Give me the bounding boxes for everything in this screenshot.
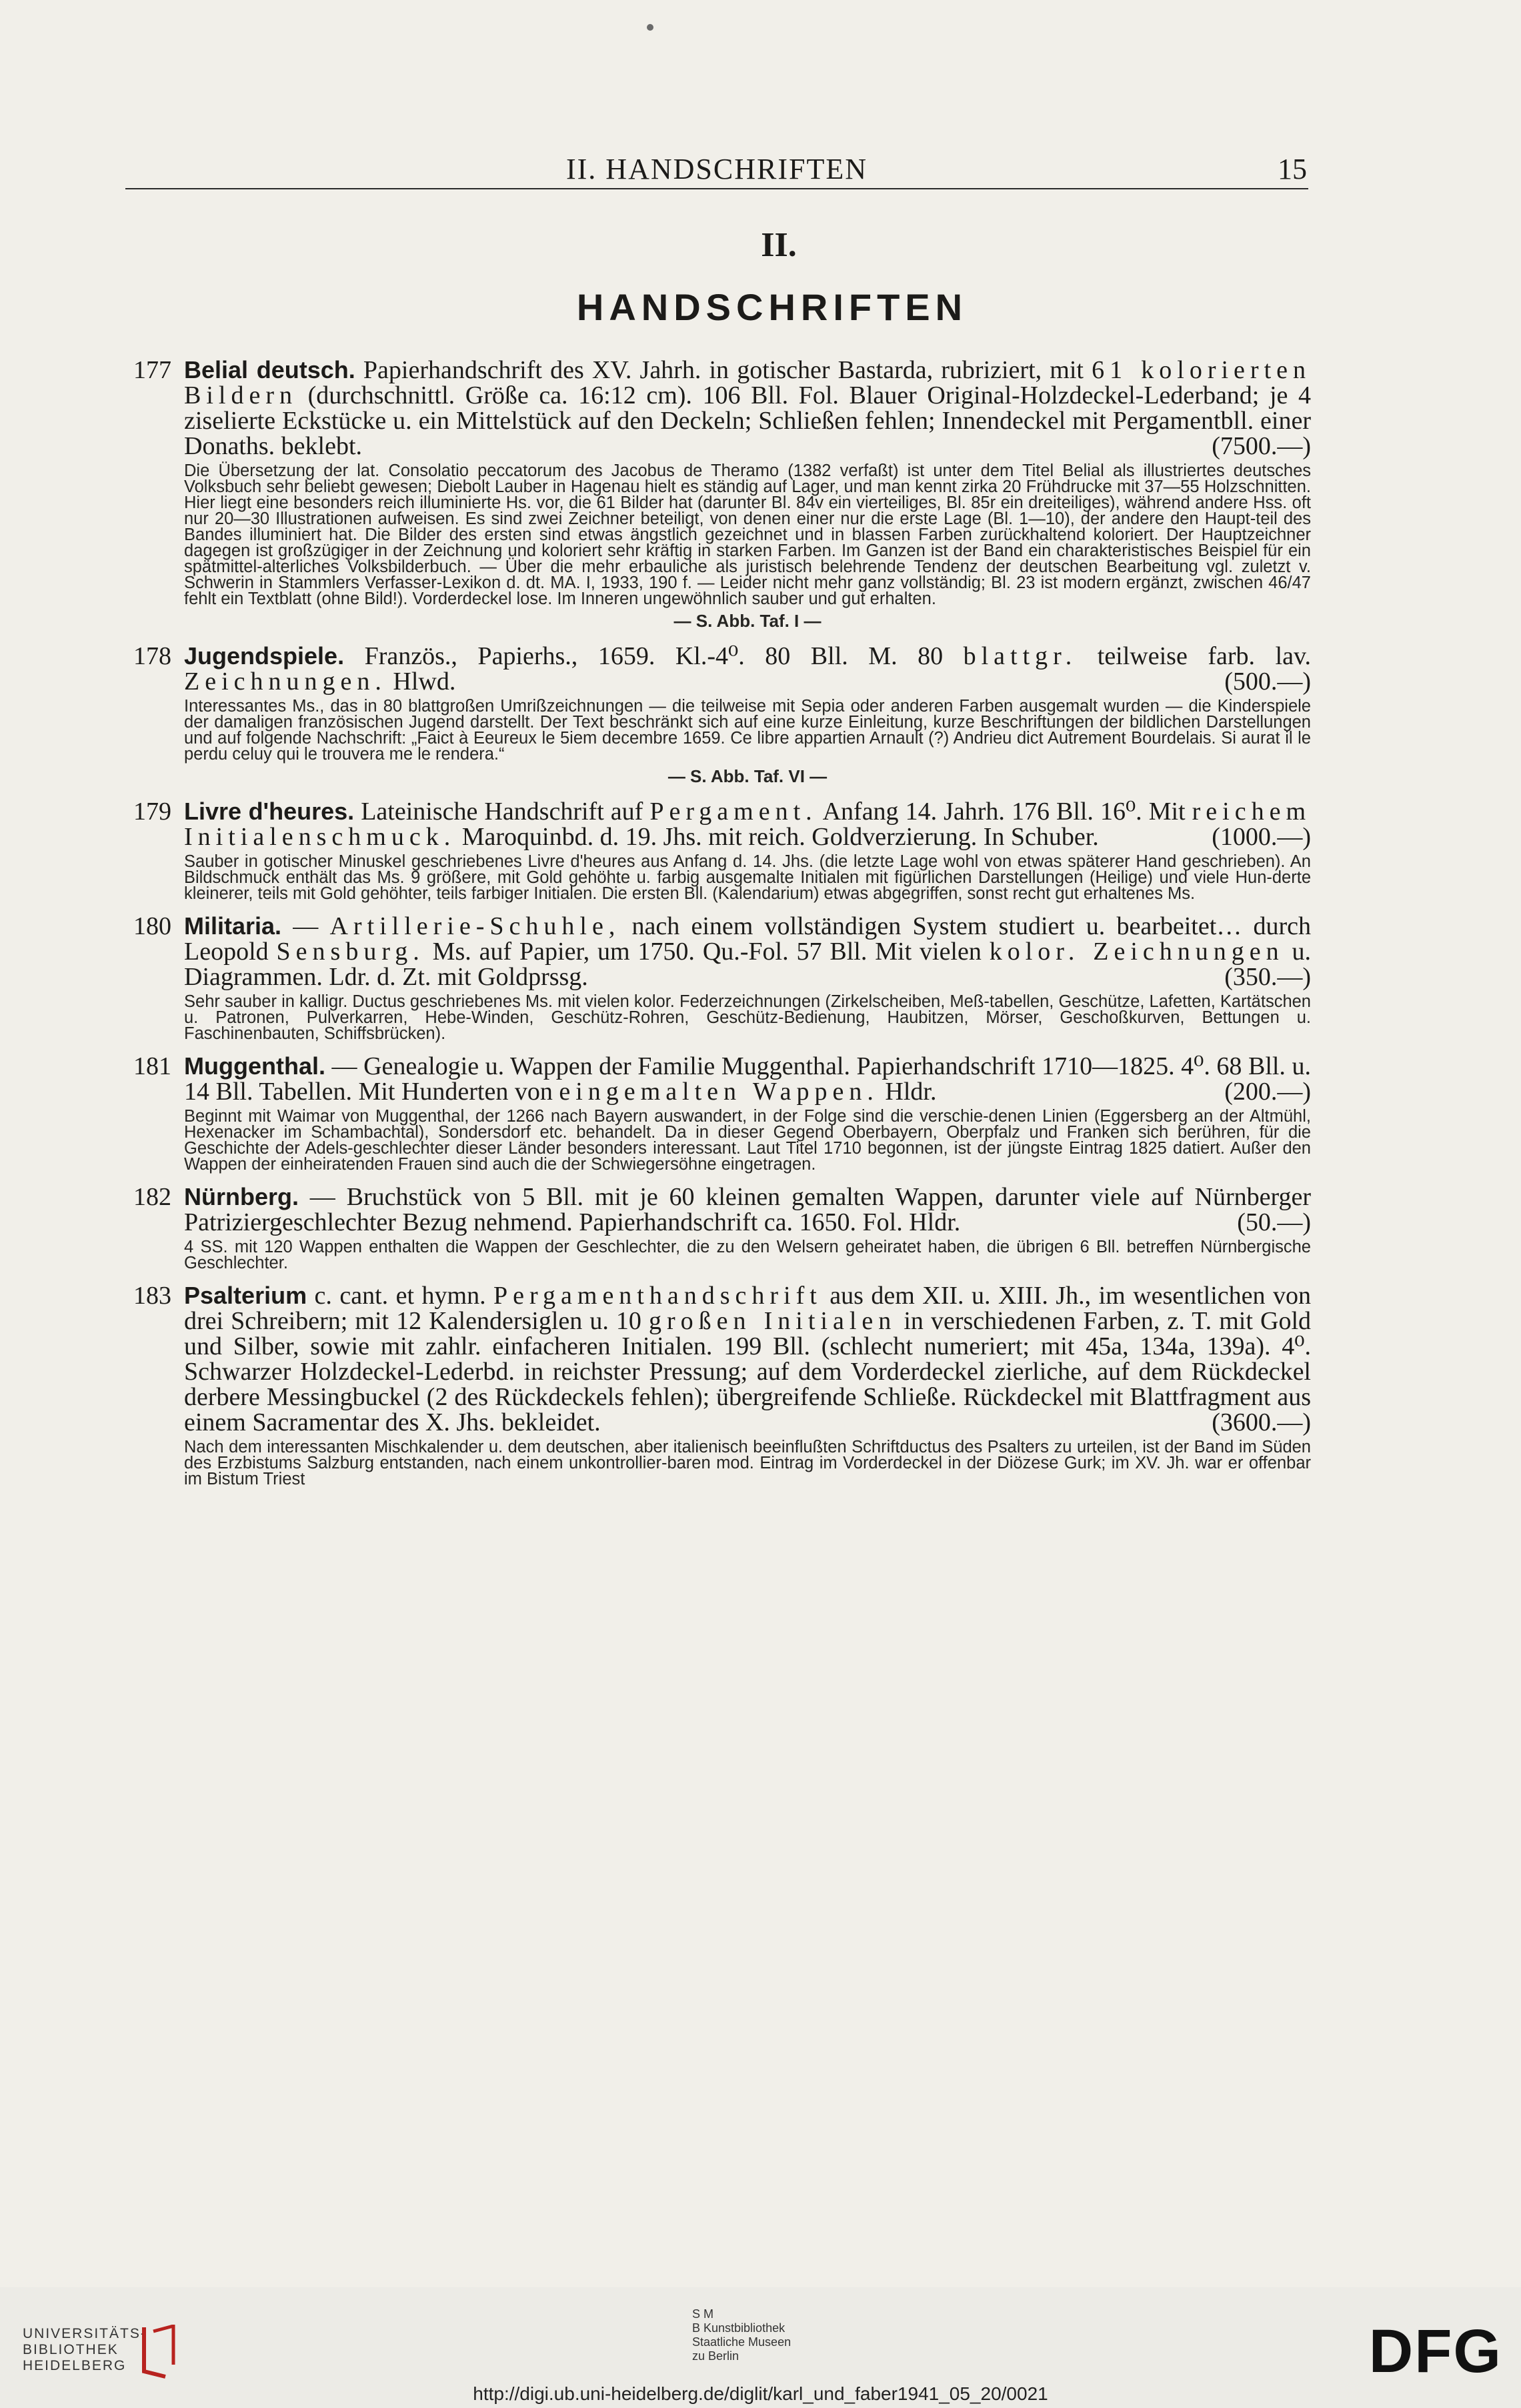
entry-note: Die Übersetzung der lat. Consolatio peccatorum des Jacobus de Theramo (1382 verfaßt) ist unter dem Titel Belial als illustriertes deutsches Volksbuch sehr beliebt gewesen; Diebolt Lauber in Hagenau hielt es ständig auf Lager, und man kennt zirka 20 Frühdrucke mit 37—55 Holzschnitten. Hier liegt eine besonders reich illuminierte Hs. vor, die 61 Bilder hat (darunter Bl. 84v ein vierteiliges, Bl. 85r ein dreiteiliges), während andere Hss. oft nur 20—30 Illustrationen aufweisen. Es sind zwei Zeichner beteiligt, von denen einer nur die erste Lage (Bl. 1—10), der andere den Haupt-teil des Bandes illuminiert hat. Die Bilder des ersten sind etwas ängstlich gezeichnet und in blassen Farben zurückhaltend koloriert. Der Hauptzeichner dagegen ist großzügiger in der Zeichnung und koloriert sehr kräftig in starken Farben. Im Ganzen ist der Band ein charakteristisches Beispiel für ein spätmittel-alterliches Volksbilderbuch. — Über die mehr erbauliche als juristisch belehrende Tendenz der deutschen Bearbeitung vgl. zuletzt v. Schwerin in Stammlers Verfasser-Lexikon d. dt. MA. I, 1933, 190 f. — Leider nicht mehr ganz vollständig; Bl. 23 ist modern ergänzt, zwischen 46/47 fehlt ein Textblatt (ohne Bild!). Vorderdeckel lose. Im Inneren ungewöhnlich sauber und gut erhalten. [184, 461, 1311, 608]
spaced-emphasis-text: Pergament. [649, 798, 818, 826]
lot-title: Jugendspiele. [184, 642, 345, 670]
spaced-emphasis-text: Pergamenthandschrift [493, 1282, 822, 1310]
price-estimate: (1000.—) [1212, 823, 1311, 851]
price-estimate: (500.—) [1224, 668, 1311, 696]
source-url-link[interactable]: http://digi.ub.uni-heidelberg.de/diglit/karl_und_faber1941_05_20/0021 [473, 2383, 1048, 2404]
catalog-entry [127, 357, 1311, 632]
catalog-entry [127, 1283, 1311, 1487]
catalog-entry [127, 914, 1311, 1042]
sm-line: Staatliche Museen [692, 2335, 792, 2349]
price-estimate: (7500.—) [1212, 432, 1311, 460]
spaced-emphasis-text: blattgr. [963, 642, 1078, 670]
page-number: 15 [1278, 153, 1307, 185]
entry-note: 4 SS. mit 120 Wappen enthalten die Wappen der Geschlechter, die zu den Welsern geheiratet haben, die übrigen 6 Bll. betreffen Nürnbergische Geschlechter. [184, 1238, 1311, 1272]
sm-line: B Kunstbibliothek [692, 2321, 786, 2335]
catalog-entry [127, 799, 1311, 902]
entry-description [184, 357, 1311, 459]
entry-description [184, 1184, 1311, 1235]
description-text: Papierhandschrift des XV. Jahrh. in gotischer Bastarda, rubriziert, mit [355, 356, 1092, 384]
lot-number: 178 [133, 642, 171, 670]
description-text: Lateinische Handschrift auf [354, 798, 650, 826]
lot-number: 177 [133, 356, 171, 384]
spaced-emphasis-text: großen Initialen [649, 1307, 897, 1335]
lot-title: Belial deutsch. [184, 356, 355, 383]
lot-number: 183 [133, 1282, 171, 1310]
description-text: Hldr. [878, 1078, 937, 1106]
plate-reference: — S. Abb. Taf. VI — [667, 766, 828, 786]
lot-number: 180 [133, 912, 171, 940]
entry-description [184, 1054, 1311, 1104]
lot-title: Nürnberg. [184, 1183, 299, 1210]
lot-title: Militaria. [184, 912, 282, 940]
university-line: BIBLIOTHEK [23, 2342, 119, 2357]
section-number: II. [761, 226, 797, 264]
description-text: nach einem vollständigen System studiert u. bearbeitet… durch Leopold [184, 912, 1312, 966]
price-estimate: (50.—) [1237, 1208, 1311, 1236]
entry-note: Sehr sauber in kalligr. Ductus geschriebenes Ms. mit vielen kolor. Federzeichnungen (Zirkelscheiben, Meß-tabellen, Geschütze, Lafetten, Kartätschen u. Patronen, Pulverkarren, Hebe-Winden, Geschütz-Rohren, Geschütz-Bedienung, Haubitzen, Mörser, Geschoßkurven, Bettungen u. Faschinenbauten, Schiffsbrücken). [184, 992, 1311, 1043]
university-line: UNIVERSITÄTS- [23, 2326, 147, 2341]
entry-description [184, 1283, 1311, 1435]
description-text: — Genealogie u. Wappen der Familie Muggenthal. Papierhandschrift 1710—1825. 4⁰. 68 Bll. u. 14 Bll. Tabellen. Mit Hunderten von [184, 1052, 1311, 1106]
description-text: in verschiedenen Farben, z. T. mit Gold und Silber, sowie mit zahlr. einfacheren Initialen. 199 Bll. (schlecht numeriert; mit 45a, 134a, 139a). 4⁰. Schwarzer Holzdeckel-Lederbd. in reichster Pressung; auf dem Vorderdeckel zierliche, auf dem Rückdeckel derbere Messingbuckel (2 des Rückdeckels fehlen); übergreifende Schließe. Rückdeckel mit Blattfragment aus einem Sacramentar des X. Jhs. bekleidet. [184, 1307, 1312, 1436]
lot-number: 181 [133, 1052, 171, 1080]
spaced-emphasis-text: Artillerie-Schuhle, [329, 912, 621, 940]
price-estimate: (200.—) [1224, 1078, 1311, 1106]
spaced-emphasis-text: 61 kolorierten Bildern [184, 356, 1311, 409]
entry-description [184, 644, 1311, 694]
dfg-logo: DFG [1368, 2317, 1502, 2385]
catalog-entry [127, 1184, 1311, 1271]
running-title: II. HANDSCHRIFTEN [566, 153, 868, 185]
spaced-emphasis-text: eingemalten Wappen. [559, 1078, 879, 1106]
entry-note: Sauber in gotischer Minuskel geschriebenes Livre d'heures aus Anfang d. 14. Jhs. (die letzte Lage wohl von etwas späterer Hand geschrieben). An Bildschmuck enthält das Ms. 9 größere, mit Gold gehöhte u. farbig ausgemalte Initialen mit figürlichen Darstellungen (Heilige) und viele Hun-derte kleinerer, teils mit Gold gehöhter, teils farbiger Initialen. Die ersten Bll. (Kalendarium) etwas abgegriffen, sonst recht gut erhaltenes Ms. [184, 852, 1311, 903]
description-text: — Bruchstück von 5 Bll. mit je 60 kleinen gemalten Wappen, darunter viele auf Nürnberger Patriziergeschlechter Bezug nehmend. Papierhandschrift ca. 1650. Fol. Hldr. [184, 1183, 1311, 1236]
entry-note: Beginnt mit Waimar von Muggenthal, der 1266 nach Bayern auswandert, in der Folge sind die verschie-denen Linien (Eggersberg an der Altmühl, Hexenacker im Schambachtal), Sondersdorf etc. behandelt. Da in dieser Gegend Oberbayern, Oberpfalz und Franken sich berühren, für die Geschichte der Adels-geschlechter dieser Länder besonders interessant. Laut Titel 1710 begonnen, ist der jüngste Eintrag 1825 datiert. Außer den Wappen der einheiratenden Frauen sind auch die der Schwiegersöhne eingetragen. [184, 1107, 1311, 1174]
entry-note: Interessantes Ms., das in 80 blattgroßen Umrißzeichnungen — die teilweise mit Sepia oder anderen Farben ausgemalt wurden — die Kinderspiele der damaligen französischen Jugend darstellt. Der Text beschränkt sich auf eine kurze Einleitung, kurze Beschriftungen der bildlichen Darstellungen und auf folgende Nachschrift: „Faict à Eeureux le 5iem decembre 1659. Ce libre appartien Arnault (?) Andrieu dict Autrement Bourdelais. Si aurat il le perdu celuy qui le trouvera me le rendera.“ [184, 697, 1311, 764]
lot-number: 179 [133, 798, 171, 826]
description-text: Französ., Papierhs., 1659. Kl.-4⁰. 80 Bll. M. 80 [344, 642, 964, 670]
entry-description [184, 799, 1311, 850]
catalog-entry [127, 1054, 1311, 1172]
spaced-emphasis-text: reichem Initialenschmuck. [184, 798, 1312, 851]
lot-title: Psalterium [184, 1282, 307, 1309]
price-estimate: (350.—) [1224, 963, 1311, 991]
ink-dot [647, 24, 653, 31]
entry-description [184, 914, 1311, 990]
description-text: (durchschnittl. Größe ca. 16:12 cm). 106 Bll. Fol. Blauer Original-Holzdeckel-Lederband; je 4 ziselierte Eckstücke u. ein Mittelstück auf den Deckeln; Schließen fehlen; Innendeckel mit Pergamentbll. einer Donaths. beklebt. [184, 381, 1311, 460]
plate-reference: — S. Abb. Taf. I — [673, 611, 822, 631]
description-text: Ms. auf Papier, um 1750. Qu.-Fol. 57 Bll. Mit vielen [424, 938, 990, 966]
sm-line: S M [692, 2307, 714, 2321]
lot-number: 182 [133, 1183, 171, 1211]
entry-note: Nach dem interessanten Mischkalender u. dem deutschen, aber italienisch beeinflußten Schriftductus des Psalters zu urteilen, ist der Band im Süden des Erzbistums Salzburg entstanden, nach einem unkontrollier-baren mod. Eintrag im Vorderdeckel in der Diözese Gurk; im XV. Jh. war er offenbar im Bistum Triest [184, 1438, 1311, 1488]
sm-line: zu Berlin [692, 2349, 739, 2363]
catalog-entry [127, 644, 1311, 787]
university-logo-icon [139, 2325, 179, 2379]
description-text: Anfang 14. Jahrh. 176 Bll. 16⁰. Mit [817, 798, 1192, 826]
price-estimate: (3600.—) [1212, 1408, 1311, 1436]
description-text: u. Diagrammen. Ldr. d. Zt. mit Goldprssg. [184, 938, 1312, 991]
spaced-emphasis-text: kolor. Zeichnungen [989, 938, 1284, 966]
footer-bar [0, 2287, 1521, 2408]
description-text: — [281, 912, 330, 940]
catalog-entries [127, 357, 1311, 1499]
description-text: teilweise farb. lav. [1077, 642, 1311, 670]
university-library-label [23, 2326, 147, 2374]
lot-title: Muggenthal. [184, 1052, 325, 1080]
university-line: HEIDELBERG [23, 2358, 127, 2373]
spaced-emphasis-text: Sensburg. [276, 938, 425, 966]
lot-title: Livre d'heures. [184, 798, 355, 825]
sm-kunstbibliothek-label [692, 2307, 791, 2363]
description-text: Maroquinbd. d. 19. Jhs. mit reich. Goldverzierung. In Schuber. [455, 823, 1099, 851]
section-title: HANDSCHRIFTEN [576, 286, 968, 328]
description-text: aus dem XII. u. XIII. Jh., im wesentlichen von drei Schreibern; mit 12 Kalendersiglen u. 10 [184, 1282, 1311, 1335]
description-text: c. cant. et hymn. [307, 1282, 494, 1310]
running-head [125, 148, 1308, 189]
description-text: Hlwd. [386, 668, 456, 696]
spaced-emphasis-text: Zeichnungen. [184, 668, 387, 696]
